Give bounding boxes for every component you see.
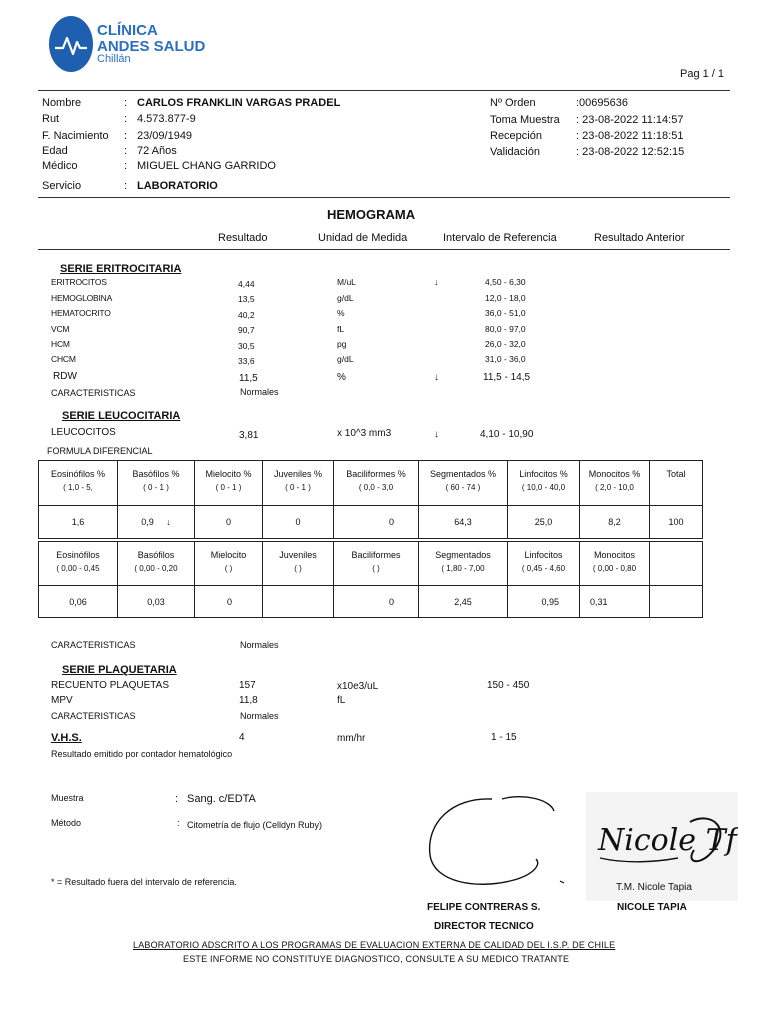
formula-label: FORMULA DIFERENCIAL xyxy=(47,446,153,456)
differential-absolute-table xyxy=(38,541,703,618)
eritro-caracteristicas-value: Normales xyxy=(240,387,279,397)
label-rut: Rut xyxy=(42,113,60,125)
label-edad: Edad xyxy=(42,145,68,157)
section-eritrocitaria: SERIE ERITROCITARIA xyxy=(60,263,182,275)
leuco-caracteristicas-value: Normales xyxy=(240,640,279,650)
table-row: 1,6 0,9 ↓ 0 0 0 64,3 25,0 8,2 100 xyxy=(39,506,703,539)
label-nombre: Nombre xyxy=(42,97,82,109)
page-number: Pag 1 / 1 xyxy=(680,68,725,80)
label-medico: Médico xyxy=(42,160,78,172)
logo-mark-icon xyxy=(49,16,93,72)
logo-line1: CLÍNICA xyxy=(97,22,158,39)
table-row: Eosinófilos ( 0,00 - 0,45 Basófilos ( 0,00 - 0,20 Mielocito ( ) Juveniles ( ) Baciliformes ( ) Segmentados ( 1,80 - 7,00 Linfocitos ( 0,45 - 4,60 Monocitos ( 0,00 - 0,80 xyxy=(39,542,703,586)
low-flag-icon: ↓ xyxy=(166,517,171,527)
eritro-caracteristicas-label: CARACTERISTICAS xyxy=(51,388,136,398)
signer2-name: NICOLE TAPIA xyxy=(617,902,687,913)
signature-contreras xyxy=(422,785,582,897)
signer1-name: FELIPE CONTRERAS S. xyxy=(427,902,541,913)
label-toma: Toma Muestra xyxy=(490,114,560,126)
footnote: * = Resultado fuera del intervalo de referencia. xyxy=(51,877,237,887)
vhs-note: Resultado emitido por contador hematológico xyxy=(51,749,233,759)
stamp-text: T.M. Nicole Tapia xyxy=(616,882,692,893)
label-servicio: Servicio xyxy=(42,180,82,192)
patient-birthdate: 23/09/1949 xyxy=(137,130,193,142)
muestra-label: Muestra xyxy=(51,793,84,803)
leuco-caracteristicas-label: CARACTERISTICAS xyxy=(51,640,136,650)
patient-name: CARLOS FRANKLIN VARGAS PRADEL xyxy=(137,97,341,109)
signature-tapia xyxy=(586,792,738,901)
label-validacion: Validación xyxy=(490,146,540,158)
label-nacimiento: F. Nacimiento xyxy=(42,130,109,142)
table-row: Eosinófilos % ( 1,0 - 5, Basófilos % ( 0 - 1 ) Mielocito % ( 0 - 1 ) Juveniles % ( 0 - 1 ) Baciliformes % ( 0,0 - 3,0 Segmentados % ( 60 - 74 ) Linfocitos % ( 10,0 - 40,0 Monocitos % ( 2,0 - 10,0 Total xyxy=(39,461,703,506)
order-validacion: : 23-08-2022 12:52:15 xyxy=(576,146,685,158)
col-resultado: Resultado xyxy=(218,232,268,244)
signer1-role: DIRECTOR TECNICO xyxy=(434,921,534,932)
divider xyxy=(38,197,730,198)
signature-script: Nicole Tf xyxy=(598,823,737,858)
metodo-label: Método xyxy=(51,818,82,828)
label-orden: Nº Orden xyxy=(490,97,536,109)
metodo-value: Citometría de flujo (Celldyn Ruby) xyxy=(187,820,323,830)
order-number: :00695636 xyxy=(576,97,628,109)
patient-age: 72 Años xyxy=(137,145,177,157)
col-anterior: Resultado Anterior xyxy=(594,232,685,244)
patient-doctor: MIGUEL CHANG GARRIDO xyxy=(137,160,276,172)
differential-percent-table xyxy=(38,460,703,539)
divider xyxy=(38,249,730,250)
col-unidad: Unidad de Medida xyxy=(318,232,408,244)
divider xyxy=(38,90,730,91)
order-recepcion: : 23-08-2022 11:18:51 xyxy=(576,130,684,142)
patient-rut: 4.573.877-9 xyxy=(137,113,196,125)
patient-service: LABORATORIO xyxy=(137,180,218,192)
section-plaquetaria: SERIE PLAQUETARIA xyxy=(62,664,177,676)
label-recepcion: Recepción xyxy=(490,130,542,142)
footer-line2: ESTE INFORME NO CONSTITUYE DIAGNOSTICO, CONSULTE A SU MEDICO TRATANTE xyxy=(183,954,570,964)
col-intervalo: Intervalo de Referencia xyxy=(443,232,557,244)
report-title: HEMOGRAMA xyxy=(327,207,416,222)
table-row: 0,06 0,03 0 0 2,45 0,95 0,31 xyxy=(39,586,703,618)
section-leucocitaria: SERIE LEUCOCITARIA xyxy=(62,410,181,422)
footer-line1: LABORATORIO ADSCRITO A LOS PROGRAMAS DE EVALUACION EXTERNA DE CALIDAD DEL I.S.P. DE CHILE xyxy=(133,940,616,950)
order-toma: : 23-08-2022 11:14:57 xyxy=(576,114,684,126)
logo-line3: Chillán xyxy=(97,53,131,65)
logo-line2: ANDES SALUD xyxy=(97,38,206,55)
muestra-value: Sang. c/EDTA xyxy=(187,793,256,805)
